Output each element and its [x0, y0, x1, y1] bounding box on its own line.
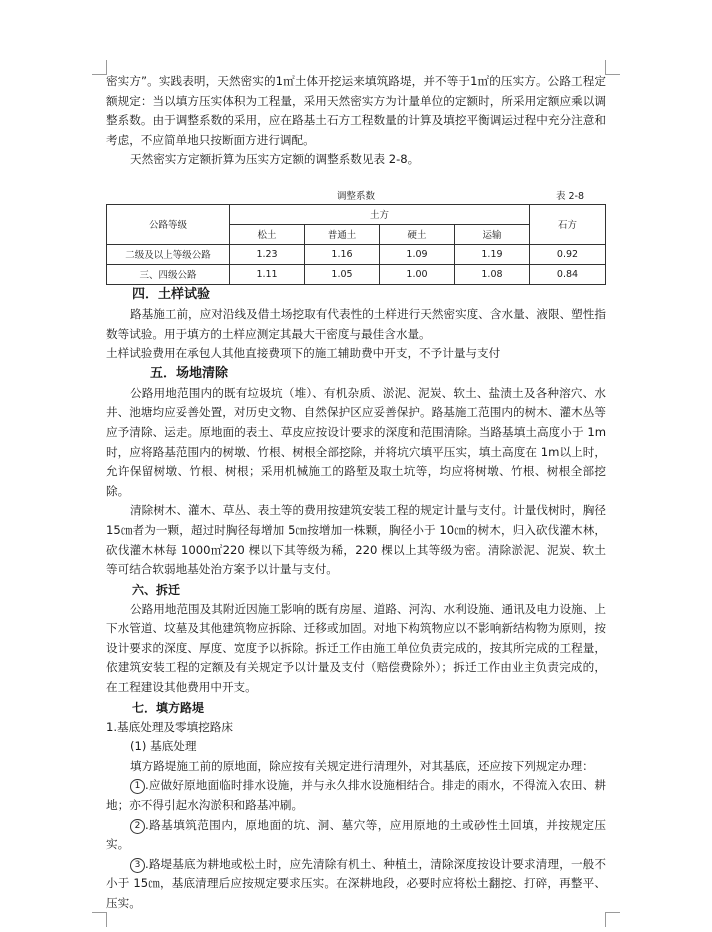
list-item [106, 776, 606, 815]
document-body [106, 72, 606, 914]
cell-value: 1.05 [305, 264, 380, 284]
paragraph: 公路用地范围内的既有垃圾坑（堆）、有机杂质、淤泥、泥炭、软土、盐渍土及各种溶穴、水井、池塘均应妥善处置，对历史文物、自然保护区应妥善保护。路基施工范围内的树木、灌木丛等应予清除、运走。原地面的表土、草皮应按设计要求的深度和范围清除。当路基填土高度小于 1m时，应将路基范围内的树墩、竹根、树根全部挖除，并将坑穴填平压实，填土高度在 1m以上时，允许保留树墩、竹根、树根；采用机械施工的路堑及取土坑等，均应将树墩、竹根、树根全部挖除。 [106, 385, 606, 498]
paragraph: 填方路堤施工前的原地面，除应按有关规定进行清理外，对其基底，还应按下列规定办理： [130, 758, 594, 773]
cell-value: 1.19 [454, 244, 529, 264]
cell-value: 1.09 [380, 244, 455, 264]
header-road-grade: 公路等级 [107, 204, 230, 244]
list-item [106, 816, 606, 855]
list-item [106, 855, 606, 914]
circled-number: 1 [130, 779, 145, 794]
cell-value: 0.84 [529, 264, 605, 284]
cell-value: 0.92 [529, 244, 605, 264]
adjustment-coefficient-table [106, 204, 606, 285]
paragraph: 土样试验费用在承包人其他直接费项下的施工辅助费中开支，不予计量与支付 [106, 346, 501, 361]
paragraph: 清除树木、灌木、草丛、表土等的费用按建筑安装工程的规定计量与支付。计量伐树时，胸径 15㎝者为一颗，超过时胸径每增加 5㎝按增加一株颗，胸径小于 10㎝的树木，归入砍伐灌木林，砍伐灌木林每 1000㎡220 棵以下其等级为稀，220 棵以上其等级为密。清除淤泥、泥炭、软土等可结合软弱地基处治方案予以计量与支付。 [106, 503, 606, 577]
intro-paragraph: 密实方”。实践表明，天然密实的1㎡土体开挖运来填筑路堤，并不等于1㎡的压实方。公路工程定额规定：当以填方压实体积为工程量，采用天然密实方为计量单位的定额时，所采用定额应乘以调整系数。由于调整系数的采用，应在路基土石方工程数量的计算及填挖平衡调运过程中充分注意和考虑，不应简单地只按断面方进行调配。 [106, 74, 606, 147]
table-row [107, 244, 606, 264]
header-stonework: 石方 [529, 204, 605, 244]
table-number: 表 2-8 [555, 190, 584, 202]
list-item-text: .路堤基底为耕地或松土时，应先清除有机土、种植土，清除深度按设计要求清理，一般不小于 15㎝，基底清理后应按规定要求压实。在深耕地段，必要时应将松土翻挖、打碎，再整平、压实。 [106, 856, 606, 910]
list-item-text: .应做好原地面临时排水设施，并与永久排水设施相结合。排走的雨水，不得流入农田、耕地；亦不得引起水沟淤积和路基冲刷。 [106, 778, 606, 813]
header-soil-type: 普通土 [305, 224, 380, 244]
crop-mark-bottom-left [92, 912, 107, 927]
header-soil-type: 松土 [230, 224, 305, 244]
table-row [107, 264, 606, 284]
row-grade: 三、四级公路 [107, 264, 230, 284]
table-reference-paragraph: 天然密实方定额折算为压实方定额的调整系数见表 2-8。 [130, 152, 420, 167]
header-soil-type: 运输 [454, 224, 529, 244]
cell-value: 1.08 [454, 264, 529, 284]
subheading: 1.基底处理及零填挖路床 [106, 719, 233, 734]
cell-value: 1.11 [230, 264, 305, 284]
list-item-text: .路基填筑范围内，原地面的坑、洞、墓穴等，应用原地的土或砂性土回填，并按规定压实。 [106, 817, 606, 852]
cell-value: 1.23 [230, 244, 305, 264]
table-caption [106, 188, 606, 204]
circled-number: 3 [130, 858, 145, 873]
header-earthwork: 土方 [230, 204, 530, 224]
table-title: 调整系数 [336, 190, 375, 202]
row-grade: 二级及以上等级公路 [107, 244, 230, 264]
section-heading-demolition: 六、拆迁 [132, 582, 181, 597]
cell-value: 1.00 [380, 264, 455, 284]
subheading: (1) 基底处理 [130, 739, 197, 754]
cell-value: 1.16 [305, 244, 380, 264]
section-heading-site-clearing: 五．场地清除 [150, 365, 229, 381]
circled-number: 2 [130, 819, 145, 834]
paragraph: 公路用地范围及其附近因施工影响的既有房屋、道路、河沟、水利设施、通讯及电力设施、上下水管道、坟墓及其他建筑物应拆除、迁移或加固。对地下构筑物应以不影响新结构物为原则，按设计要求的深度、厚度、宽度予以拆除。拆迁工作由施工单位负责完成的，按其所完成的工程量，依建筑安装工程的定额及有关规定予以计量及支付（赔偿费除外）；拆迁工作由业主负责完成的，在工程建设其他费用中开支。 [106, 601, 606, 695]
crop-mark-top-left [92, 60, 107, 75]
paragraph: 路基施工前，应对沿线及借土场挖取有代表性的土样进行天然密实度、含水量、液限、塑性指数等试验。用于填方的土样应测定其最大干密度与最佳含水量。 [106, 306, 606, 341]
crop-mark-top-right [605, 60, 620, 75]
section-heading-soil-test: 四．土样试验 [132, 286, 211, 302]
section-heading-fill-embankment: 七．填方路堤 [132, 700, 205, 715]
crop-mark-bottom-right [605, 912, 620, 927]
header-soil-type: 硬土 [380, 224, 455, 244]
